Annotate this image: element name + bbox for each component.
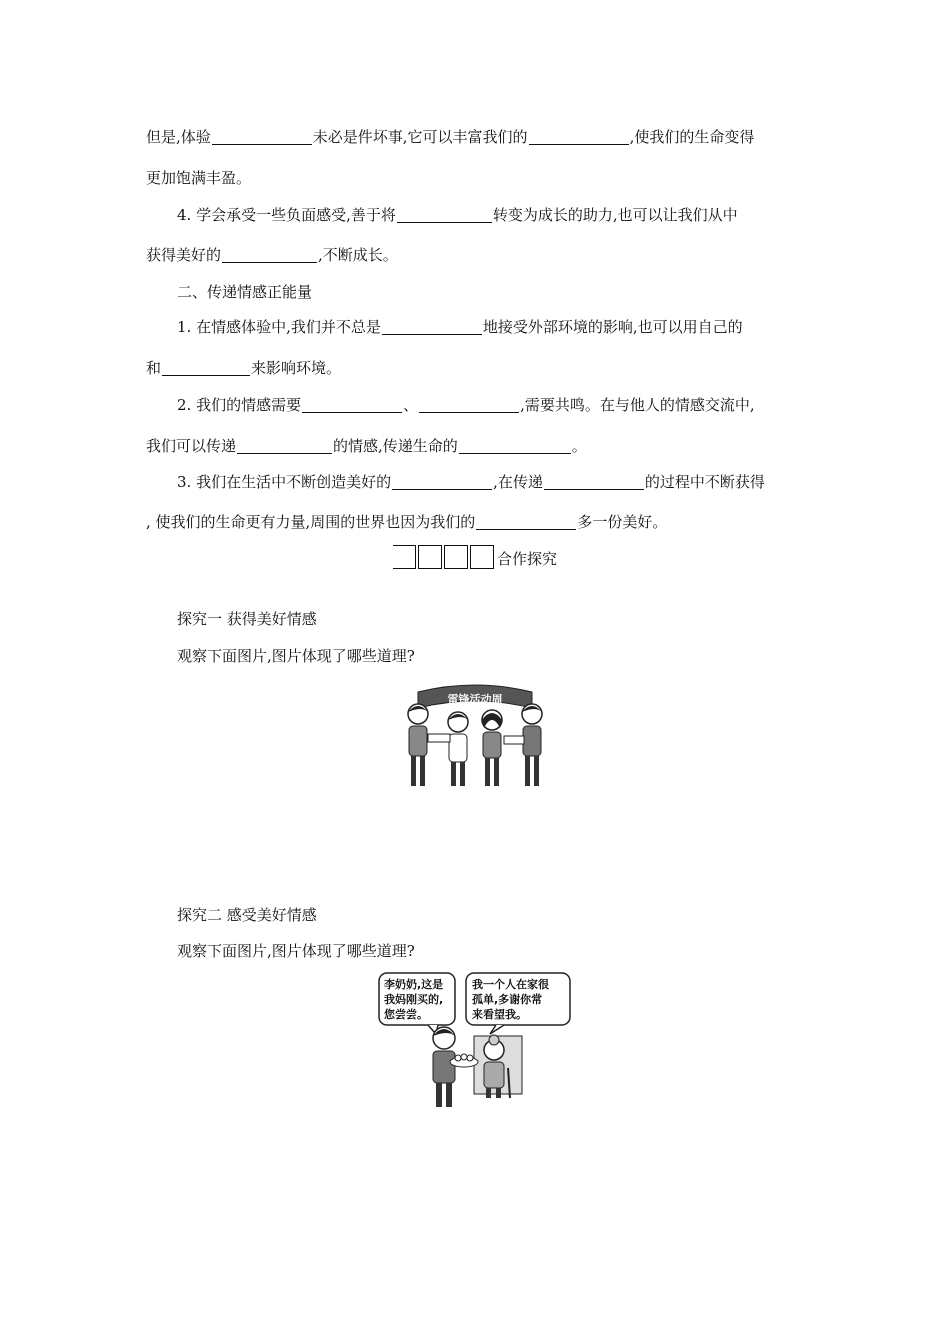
bubble-right-line-3: 来看望我。: [472, 1008, 527, 1021]
inquiry-1-title: 探究一 获得美好情感: [177, 610, 317, 628]
label-box: [418, 545, 442, 569]
label-box: [393, 545, 416, 569]
text-line-2: 更加饱满丰盈。: [146, 169, 252, 187]
text-line-8: 2. 我们的情感需要 、 ,需要共鸣。在与他人的情感交流中,: [177, 396, 755, 414]
bubble-left-line-2: 我妈刚买的,: [384, 993, 444, 1006]
text-line-6: 1. 在情感体验中,我们并不总是 地接受外部环境的影响,也可以用自己的: [177, 318, 743, 336]
text-line-1: 但是,体验 未必是件坏事,它可以丰富我们的 ,使我们的生命变得: [146, 128, 755, 146]
label-box: [444, 545, 468, 569]
bubble-left-line-3: 您尝尝。: [384, 1008, 428, 1021]
bubble-left-line-1: 李奶奶,这是: [384, 978, 444, 991]
bubble-right-line-1: 我一个人在家很: [472, 978, 549, 991]
volunteer-illustration: [400, 684, 550, 790]
text-line-11: , 使我们的生命更有力量,周围的世界也因为我们的 多一份美好。: [146, 513, 668, 531]
section-label-boxes: [393, 545, 557, 569]
label-box: [470, 545, 494, 569]
bubble-right-line-2: 孤单,多谢你常: [472, 993, 543, 1006]
text-line-7: 和 来影响环境。: [146, 359, 342, 377]
inquiry-2-title: 探究二 感受美好情感: [177, 906, 317, 924]
visiting-grandma-illustration: [378, 972, 572, 1110]
inquiry-1-question: 观察下面图片,图片体现了哪些道理?: [177, 647, 415, 665]
section-heading-2: 二、传递情感正能量: [177, 283, 313, 301]
text-line-9: 我们可以传递 的情感,传递生命的 。: [146, 437, 587, 455]
inquiry-2-question: 观察下面图片,图片体现了哪些道理?: [177, 942, 415, 960]
banner-text: 雷锋活动周: [447, 693, 503, 706]
text-line-3: 4. 学会承受一些负面感受,善于将 转变为成长的助力,也可以让我们从中: [177, 206, 738, 224]
text-line-10: 3. 我们在生活中不断创造美好的 ,在传递 的过程中不断获得: [177, 473, 765, 491]
section-label: 合作探究: [497, 550, 558, 568]
text-line-4: 获得美好的 ,不断成长。: [146, 246, 398, 264]
